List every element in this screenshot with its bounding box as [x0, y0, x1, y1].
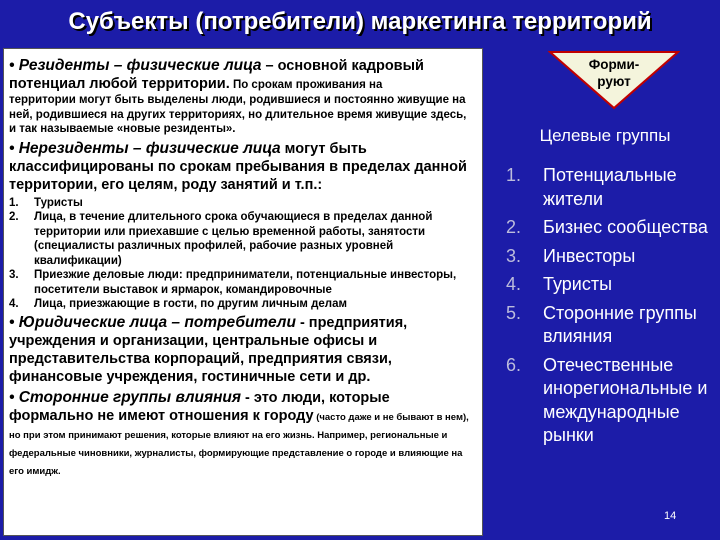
list-item: 5. Сторонние группы влияния — [506, 302, 697, 346]
slide-title: Субъекты (потребители) маркетинга территорий — [68, 8, 652, 35]
list-item: 1. Потенциальные жители — [506, 165, 677, 209]
list-item: 6. Отечественные инорегиональные и международные рынки — [506, 354, 708, 445]
consumers-description-panel — [3, 48, 483, 536]
list-item: 3. Приезжие деловые люди: предприниматели, потенциальные инвесторы, посетители выставок и ярмарок, командировочные — [9, 269, 457, 296]
list-item: 1. Туристы — [9, 196, 83, 209]
residents-heading: • Резиденты – физические лица — [9, 57, 262, 74]
list-item: 2. Бизнес сообщества — [506, 217, 708, 237]
third-party-small-text: (часто даже и не бывают в нем), но при этом принимают решения, которые влияют на его жизнь. Например, региональные и федеральные чиновники, журналисты, формирующие представление о городе и влияющие на его имидж. — [9, 411, 469, 477]
third-party-heading: • Сторонние группы влияния — [9, 388, 242, 406]
residents-paragraph — [9, 57, 476, 75]
list-item: 4. Туристы — [506, 274, 613, 294]
target-groups-title: Целевые группы — [539, 126, 671, 145]
legal-entities-paragraph — [9, 314, 476, 386]
residents-rest: территории могут быть выделены люди, родившиеся и постоянно живущие на ней, родившиеся на других территориях, но длительное время живущие здесь, и так называемые «новые резиденты». — [9, 94, 467, 135]
list-item: 4. Лица, приезжающие в гости, по другим личным делам — [9, 298, 347, 310]
page-number: 14 — [664, 510, 677, 522]
list-item: 2. Лица, в течение длительного срока обучающиеся в пределах данной территории или приехавшие с целью временной работы, занятости (специалисты различных профилей, рабочие разных уровней квалификации) — [9, 211, 433, 267]
residents-small-intro: По срокам проживания на — [229, 79, 383, 91]
residents-line2: потенциал любой территории. — [9, 76, 230, 92]
third-party-text: - это люди, которые формально не имеют отношения к городу — [9, 389, 390, 424]
legal-entities-heading: • Юридические лица – потребители — [9, 313, 296, 331]
target-groups-panel — [490, 48, 720, 540]
legal-entities-text: - предприятия, учреждения и организации, центральные офисы и представительства корпораций, предприятия связи, финансовые учреждения, гостиничные сети и др. — [9, 314, 408, 385]
nonresident-types-list — [9, 196, 476, 312]
nonresidents-text: могут быть классифицированы по срокам пребывания в пределах данной территории, его целям, роду занятий и т.п.: — [9, 140, 467, 193]
arrow-label: Форми- руют — [588, 57, 640, 89]
target-groups-list — [506, 164, 718, 453]
nonresidents-paragraph — [9, 140, 476, 194]
list-item: 3. Инвесторы — [506, 245, 636, 266]
nonresidents-heading: • Нерезиденты – физические лица — [9, 139, 281, 157]
residents-dash-text: – основной кадровый — [261, 58, 424, 74]
form-arrow — [548, 50, 680, 110]
residents-detail — [9, 75, 476, 93]
third-party-paragraph — [9, 389, 476, 479]
